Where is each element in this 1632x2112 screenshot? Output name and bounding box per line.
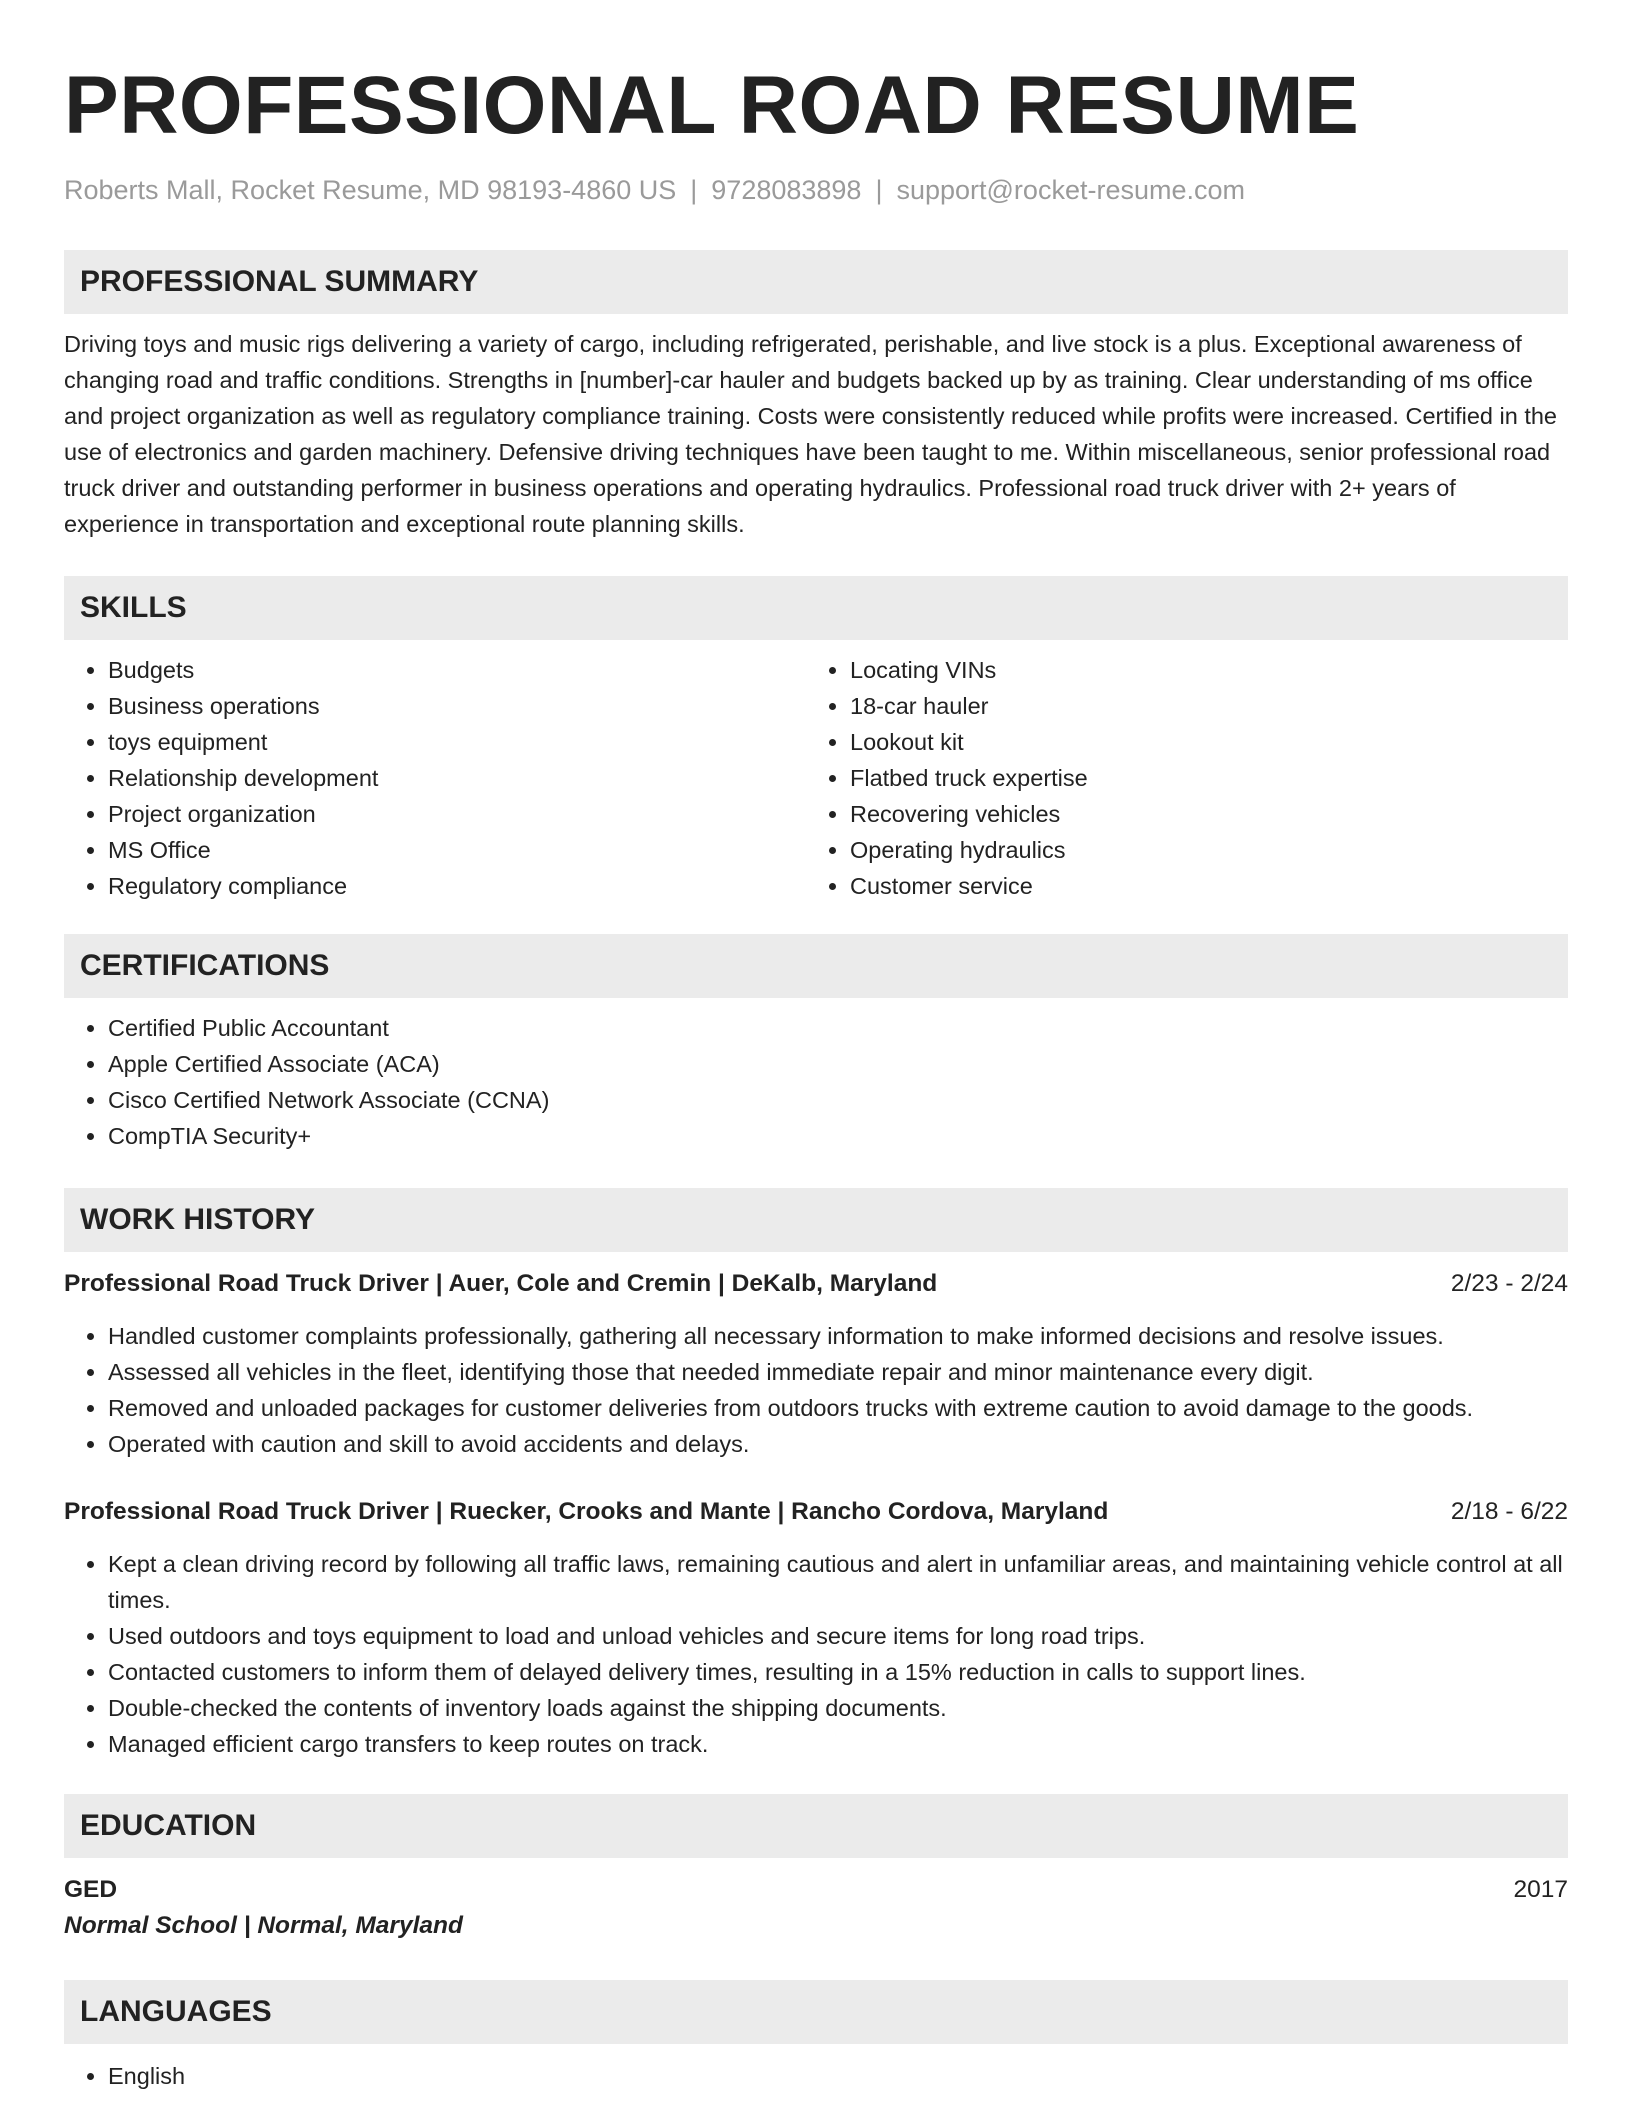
contact-line [64,172,1568,208]
skill-item: • Flatbed truck expertise [850,760,1548,796]
job-heading-row [64,1494,1568,1530]
work-history-header: WORK HISTORY [64,1188,1568,1252]
skill-item: • Customer service [850,868,1548,904]
certifications-header: CERTIFICATIONS [64,934,1568,998]
skill-item: • 18-car hauler [850,688,1548,724]
job-entry [64,1494,1568,1762]
job-bullet: • Assessed all vehicles in the fleet, identifying those that needed immediate repair and minor maintenance every digit. [108,1354,1568,1390]
certification-item: • Cisco Certified Network Associate (CCNA) [108,1082,1568,1118]
contact-separator: | [875,175,883,205]
education-header: EDUCATION [64,1794,1568,1858]
job-bullet: • Managed efficient cargo transfers to keep routes on track. [108,1726,1568,1762]
education-entry [64,1872,1568,1944]
job-bullet: • Operated with caution and skill to avoid accidents and delays. [108,1426,1568,1462]
skill-item: • Relationship development [108,760,806,796]
job-bullet: • Used outdoors and toys equipment to load and unload vehicles and secure items for long road trips. [108,1618,1568,1654]
certification-item: • Certified Public Accountant [108,1010,1568,1046]
job-heading-row [64,1266,1568,1302]
skill-item: • Regulatory compliance [108,868,806,904]
skill-item: • MS Office [108,832,806,868]
job-entry [64,1266,1568,1462]
job-title: Professional Road Truck Driver | Auer, Cole and Cremin | DeKalb, Maryland [64,1270,938,1297]
certification-item: • Apple Certified Associate (ACA) [108,1046,1568,1082]
skill-item: • Budgets [108,652,806,688]
skills-list-right [806,652,1548,904]
education-heading-row [64,1872,1568,1908]
job-bullet: • Double-checked the contents of inventory loads against the shipping documents. [108,1690,1568,1726]
certification-item: • CompTIA Security+ [108,1118,1568,1154]
skills-header: SKILLS [64,576,1568,640]
summary-text: Driving toys and music rigs delivering a variety of cargo, including refrigerated, perishable, and live stock is a plus. Exceptional awareness of changing road and traffic conditions. Strengths in [number]-car hauler and budgets backed up by as training. Clear understanding of ms office and project organization as well as regulatory compliance training. Costs were consistently reduced while profits were increased. Certified in the use of electronics and garden machinery. Defensive driving techniques have been taught to me. Within miscellaneous, senior professional road truck driver and outstanding performer in business operations and operating hydraulics. Professional road truck driver with 2+ years of experience in transportation and exceptional route planning skills. [64,331,1557,537]
resume-page [64,0,1568,2094]
education-year: 2017 [1513,1876,1568,1903]
skills-list-left [64,652,806,904]
skill-item: • Recovering vehicles [850,796,1548,832]
job-bullets [64,1318,1568,1462]
languages-header: LANGUAGES [64,1980,1568,2044]
skill-item: • toys equipment [108,724,806,760]
skill-item: • Operating hydraulics [850,832,1548,868]
job-dates: 2/23 - 2/24 [1450,1270,1568,1297]
education-school: Normal School | Normal, Maryland [64,1912,463,1939]
job-bullet: • Removed and unloaded packages for customer deliveries from outdoors trucks with extreme caution to avoid damage to the goods. [108,1390,1568,1426]
job-title: Professional Road Truck Driver | Ruecker, Crooks and Mante | Rancho Cordova, Maryland [64,1498,1109,1525]
skill-item: • Project organization [108,796,806,832]
job-bullet: • Contacted customers to inform them of delayed delivery times, resulting in a 15% reduction in calls to support lines. [108,1654,1568,1690]
languages-list [64,2058,1568,2094]
resume-name: PROFESSIONAL ROAD RESUME [64,60,1360,151]
contact-phone: 9728083898 [711,175,862,205]
contact-email: support@rocket-resume.com [896,175,1245,205]
language-item: • English [108,2058,1568,2094]
job-bullets [64,1546,1568,1762]
job-dates: 2/18 - 6/22 [1450,1498,1568,1525]
job-bullet: • Kept a clean driving record by following all traffic laws, remaining cautious and alert in unfamiliar areas, and maintaining vehicle control at all times. [108,1546,1568,1618]
skill-item: • Locating VINs [850,652,1548,688]
skills-columns [64,652,1568,904]
certifications-list [64,1010,1568,1154]
summary-header: PROFESSIONAL SUMMARY [64,250,1568,314]
education-degree: GED [64,1876,118,1903]
job-bullet: • Handled customer complaints professionally, gathering all necessary information to make informed decisions and resolve issues. [108,1318,1568,1354]
contact-address: Roberts Mall, Rocket Resume, MD 98193-4860 US [64,175,677,205]
skill-item: • Lookout kit [850,724,1548,760]
skill-item: • Business operations [108,688,806,724]
contact-separator: | [690,175,698,205]
